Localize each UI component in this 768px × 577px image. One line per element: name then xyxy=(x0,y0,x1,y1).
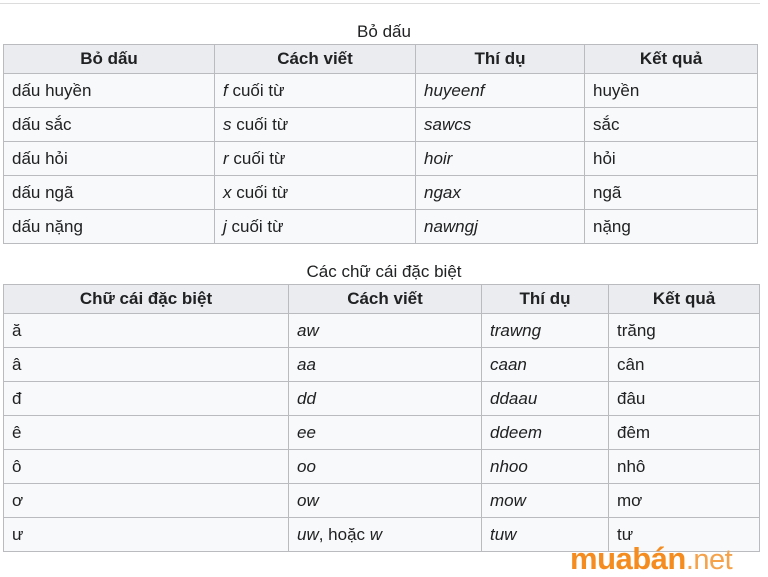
typing-cell: aa xyxy=(289,348,482,382)
typing-rule xyxy=(215,176,416,210)
typing-cell: aw xyxy=(289,314,482,348)
diacritic-name: dấu huyền xyxy=(4,74,215,108)
typing-suffix: cuối từ xyxy=(228,148,286,168)
example-cell: nawngj xyxy=(416,210,585,244)
example-cell: mow xyxy=(482,484,609,518)
letter-cell: ư xyxy=(4,518,289,552)
typing-key: r xyxy=(223,148,229,168)
letter-cell: ă xyxy=(4,314,289,348)
typing-cell: oo xyxy=(289,450,482,484)
table2-caption: Các chữ cái đặc biệt xyxy=(306,262,462,281)
typing-rule xyxy=(215,74,416,108)
typing-cell: dd xyxy=(289,382,482,416)
typing-alternative: w xyxy=(369,524,383,544)
example-cell: sawcs xyxy=(416,108,585,142)
table-row xyxy=(4,450,760,484)
result-cell: sắc xyxy=(585,108,758,142)
typing-separator: , hoặc xyxy=(318,524,370,544)
column-header: Bỏ dấu xyxy=(4,45,215,74)
typing-primary: uw xyxy=(297,524,319,544)
example-cell: nhoo xyxy=(482,450,609,484)
diacritic-name: dấu sắc xyxy=(4,108,215,142)
result-cell: đêm xyxy=(609,416,760,450)
example-cell: caan xyxy=(482,348,609,382)
result-cell: nhô xyxy=(609,450,760,484)
table1-caption: Bỏ dấu xyxy=(357,22,411,41)
result-cell: đâu xyxy=(609,382,760,416)
table-row xyxy=(4,142,758,176)
result-cell: tư xyxy=(609,518,760,552)
top-divider xyxy=(0,3,760,4)
column-header: Thí dụ xyxy=(482,285,609,314)
diacritic-name: dấu ngã xyxy=(4,176,215,210)
typing-suffix: cuối từ xyxy=(227,80,285,100)
typing-key: j xyxy=(223,216,227,236)
column-header: Cách viết xyxy=(215,45,416,74)
diacritic-name: dấu nặng xyxy=(4,210,215,244)
table-row xyxy=(4,108,758,142)
result-cell: huyền xyxy=(585,74,758,108)
result-cell: cân xyxy=(609,348,760,382)
example-cell: ngax xyxy=(416,176,585,210)
result-cell: ngã xyxy=(585,176,758,210)
special-letters-table xyxy=(3,284,760,552)
typing-key: f xyxy=(223,80,228,100)
typing-suffix: cuối từ xyxy=(231,114,289,134)
typing-suffix: cuối từ xyxy=(231,182,289,202)
table-row xyxy=(4,484,760,518)
table-row xyxy=(4,210,758,244)
example-cell: ddaau xyxy=(482,382,609,416)
typing-suffix: cuối từ xyxy=(226,216,284,236)
brand-tld: .net xyxy=(685,544,733,576)
letter-cell: ê xyxy=(4,416,289,450)
letter-cell: ơ xyxy=(4,484,289,518)
table-row xyxy=(4,416,760,450)
example-cell: hoir xyxy=(416,142,585,176)
table-row xyxy=(4,314,760,348)
table-row xyxy=(4,74,758,108)
column-header: Cách viết xyxy=(289,285,482,314)
typing-cell: ee xyxy=(289,416,482,450)
table-row xyxy=(4,348,760,382)
example-cell: huyeenf xyxy=(416,74,585,108)
typing-key: s xyxy=(223,114,232,134)
diacritics-table xyxy=(3,44,758,244)
column-header: Kết quả xyxy=(585,45,758,74)
typing-rule xyxy=(215,108,416,142)
table-header-row xyxy=(4,285,760,314)
typing-rule xyxy=(215,210,416,244)
table-row xyxy=(4,176,758,210)
result-cell: nặng xyxy=(585,210,758,244)
typing-cell xyxy=(289,518,482,552)
typing-key: x xyxy=(223,182,232,202)
result-cell: trăng xyxy=(609,314,760,348)
muaban-watermark-logo xyxy=(570,541,732,577)
table-row xyxy=(4,382,760,416)
example-cell: tuw xyxy=(482,518,609,552)
result-cell: mơ xyxy=(609,484,760,518)
letter-cell: đ xyxy=(4,382,289,416)
typing-cell: ow xyxy=(289,484,482,518)
brand-name: muabán xyxy=(570,541,686,576)
column-header: Kết quả xyxy=(609,285,760,314)
column-header: Thí dụ xyxy=(416,45,585,74)
example-cell: ddeem xyxy=(482,416,609,450)
example-cell: trawng xyxy=(482,314,609,348)
letter-cell: â xyxy=(4,348,289,382)
letter-cell: ô xyxy=(4,450,289,484)
typing-rule xyxy=(215,142,416,176)
result-cell: hỏi xyxy=(585,142,758,176)
diacritic-name: dấu hỏi xyxy=(4,142,215,176)
table-header-row xyxy=(4,45,758,74)
column-header: Chữ cái đặc biệt xyxy=(4,285,289,314)
